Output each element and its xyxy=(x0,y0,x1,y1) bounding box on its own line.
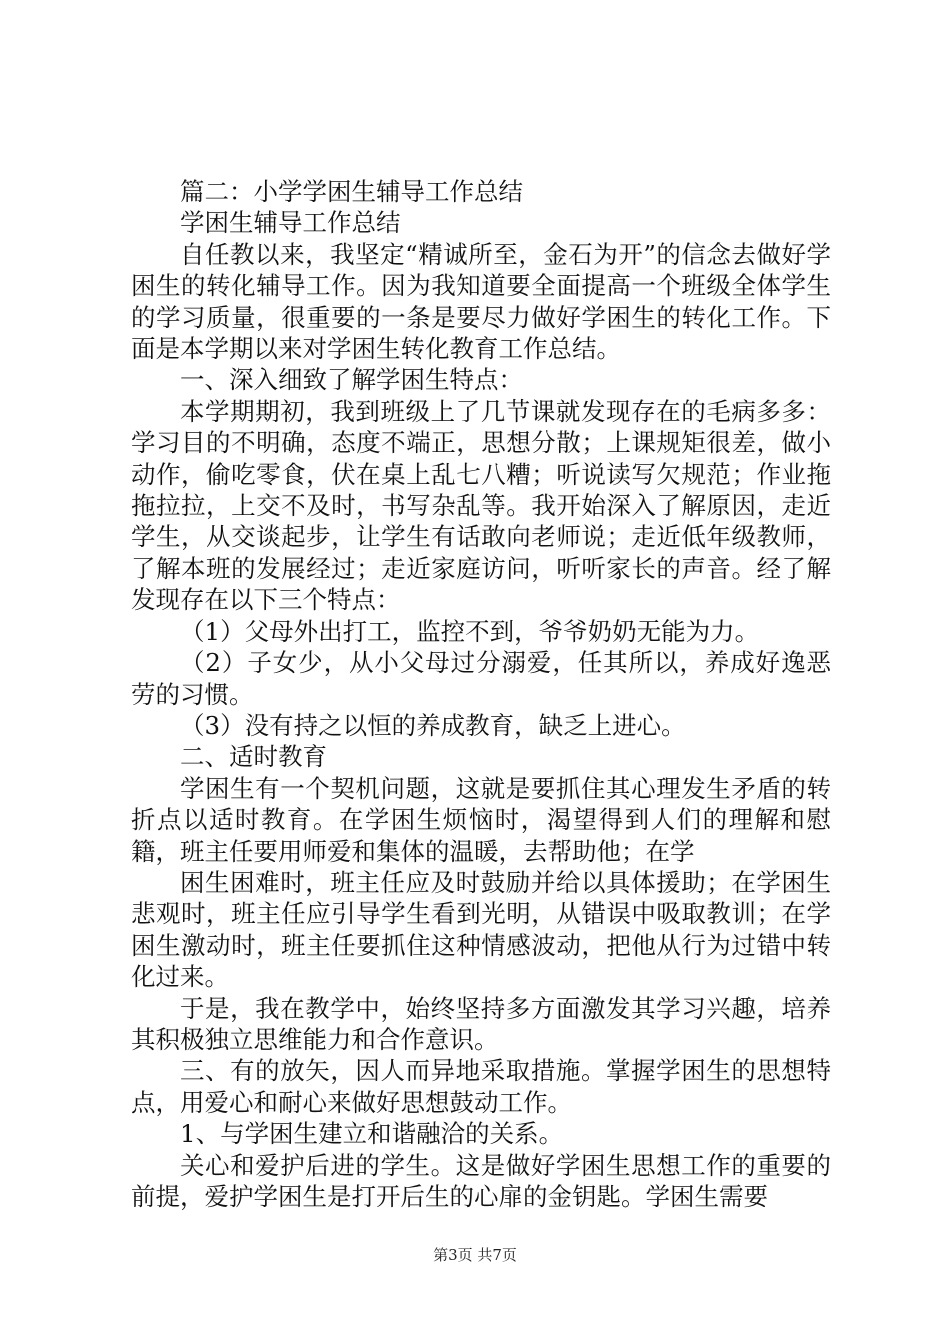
subheading: 一、深入细致了解学困生特点： xyxy=(180,365,523,395)
list-item: （1）父母外出打工，监控不到，爷爷奶奶无能为力。 xyxy=(180,616,760,646)
section-heading: 篇二：小学学困生辅导工作总结 xyxy=(180,177,523,206)
paragraph: 自任教以来，我坚定“精诚所至，金石为开”的信念去做好学困生的转化辅导工作。因为我知道要全面提高一个班级全体学生的学习质量，很重要的一条是要尽力做好学困生的转化工作。下面是本学期以来对学困生转化教育工作总结。 xyxy=(131,239,831,364)
document-body xyxy=(131,176,831,1212)
paragraph: 于是，我在教学中，始终坚持多方面激发其学习兴趣，培养其积极独立思维能力和合作意识。 xyxy=(131,993,831,1054)
paragraph: 学困生有一个契机问题，这就是要抓住其心理发生矛盾的转折点以适时教育。在学困生烦恼时，渴望得到人们的理解和慰籍，班主任要用师爱和集体的温暖，去帮助他；在学 xyxy=(131,773,831,866)
paragraph: 本学期期初，我到班级上了几节课就发现存在的毛病多多：学习目的不明确，态度不端正，思想分散；上课规矩很差，做小动作，偷吃零食，伏在桌上乱七八糟；听说读写欠规范；作业拖拖拉拉，上交不及时，书写杂乱等。我开始深入了解原因，走近学生，从交谈起步，让学生有话敢向老师说；走近低年级教师，了解本班的发展经过；走近家庭访问，听听家长的声音。经了解发现存在以下三个特点： xyxy=(131,396,831,615)
document-title: 学困生辅导工作总结 xyxy=(180,208,401,238)
subheading: 二、适时教育 xyxy=(180,742,327,772)
subheading: 1、与学困生建立和谐融洽的关系。 xyxy=(180,1119,564,1149)
paragraph: 困生困难时，班主任应及时鼓励并给以具体援助；在学困生悲观时，班主任应引导学生看到光明，从错误中吸取教训；在学困生激动时，班主任要抓住这种情感波动，把他从行为过错中转化过来。 xyxy=(131,867,831,992)
list-item: （3）没有持之以恒的养成教育，缺乏上进心。 xyxy=(180,710,686,740)
paragraph: 关心和爱护后进的学生。这是做好学困生思想工作的重要的前提，爱护学困生是打开后生的心扉的金钥匙。学困生需要 xyxy=(131,1150,831,1211)
subheading: 三、有的放矢，因人而异地采取措施。掌握学困生的思想特点，用爱心和耐心来做好思想鼓动工作。 xyxy=(131,1056,831,1117)
list-item: （2）子女少，从小父母过分溺爱，任其所以，养成好逸恶劳的习惯。 xyxy=(131,648,831,709)
page-number: 第3页 共7页 xyxy=(433,1246,517,1264)
